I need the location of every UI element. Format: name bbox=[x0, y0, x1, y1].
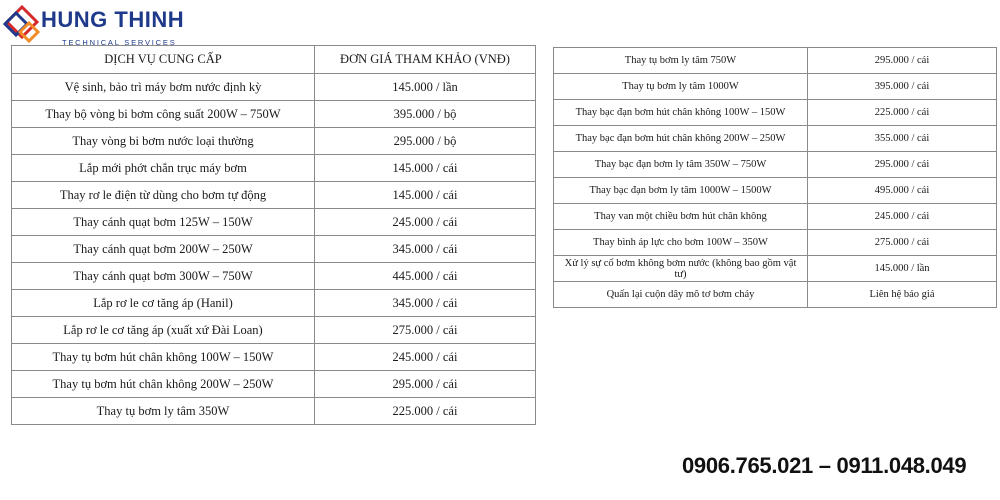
price-cell: 345.000 / cái bbox=[315, 290, 536, 317]
service-cell: Thay bạc đạn bơm ly tâm 350W – 750W bbox=[554, 152, 808, 178]
service-cell: Thay cánh quạt bơm 200W – 250W bbox=[12, 236, 315, 263]
price-cell: Liên hệ báo giá bbox=[808, 282, 997, 308]
price-cell: 395.000 / bộ bbox=[315, 101, 536, 128]
table-row bbox=[12, 128, 536, 155]
table-row bbox=[12, 209, 536, 236]
price-cell: 225.000 / cái bbox=[808, 100, 997, 126]
service-cell: Xử lý sự cố bơm không bơm nước (không bao gồm vật tư) bbox=[554, 256, 808, 282]
service-cell: Thay cánh quạt bơm 125W – 150W bbox=[12, 209, 315, 236]
price-cell: 275.000 / cái bbox=[315, 317, 536, 344]
table-row bbox=[12, 317, 536, 344]
service-cell: Quấn lại cuộn dây mô tơ bơm cháy bbox=[554, 282, 808, 308]
table-row bbox=[554, 48, 997, 74]
service-cell: Thay bạc đạn bơm hút chân không 100W – 150W bbox=[554, 100, 808, 126]
service-cell: Lắp rơ le cơ tăng áp (xuất xứ Đài Loan) bbox=[12, 317, 315, 344]
table-row bbox=[554, 282, 997, 308]
price-column-header: ĐƠN GIÁ THAM KHẢO (VNĐ) bbox=[315, 46, 536, 74]
table-row bbox=[12, 263, 536, 290]
service-cell: Thay bộ vòng bi bơm công suất 200W – 750W bbox=[12, 101, 315, 128]
price-cell: 145.000 / cái bbox=[315, 182, 536, 209]
service-column-header: DỊCH VỤ CUNG CẤP bbox=[12, 46, 315, 74]
price-cell: 145.000 / lần bbox=[315, 74, 536, 101]
service-cell: Thay van một chiều bơm hút chân không bbox=[554, 204, 808, 230]
table-row bbox=[12, 155, 536, 182]
price-cell: 395.000 / cái bbox=[808, 74, 997, 100]
price-cell: 245.000 / cái bbox=[808, 204, 997, 230]
table-row bbox=[12, 74, 536, 101]
table-header-row bbox=[12, 46, 536, 74]
service-cell: Thay tụ bơm ly tâm 750W bbox=[554, 48, 808, 74]
service-cell: Thay tụ bơm ly tâm 1000W bbox=[554, 74, 808, 100]
table-row bbox=[554, 204, 997, 230]
price-cell: 295.000 / cái bbox=[315, 371, 536, 398]
table-row bbox=[12, 398, 536, 425]
table-row bbox=[12, 290, 536, 317]
price-cell: 345.000 / cái bbox=[315, 236, 536, 263]
price-cell: 275.000 / cái bbox=[808, 230, 997, 256]
price-cell: 145.000 / cái bbox=[315, 155, 536, 182]
brand-name: HUNG THINH bbox=[41, 7, 185, 32]
price-cell: 445.000 / cái bbox=[315, 263, 536, 290]
table-row bbox=[554, 100, 997, 126]
price-cell: 245.000 / cái bbox=[315, 344, 536, 371]
price-cell: 225.000 / cái bbox=[315, 398, 536, 425]
price-cell: 495.000 / cái bbox=[808, 178, 997, 204]
price-cell: 355.000 / cái bbox=[808, 126, 997, 152]
service-cell: Thay tụ bơm hút chân không 100W – 150W bbox=[12, 344, 315, 371]
table-row bbox=[554, 178, 997, 204]
service-cell: Thay bình áp lực cho bơm 100W – 350W bbox=[554, 230, 808, 256]
price-cell: 295.000 / cái bbox=[808, 48, 997, 74]
table-row bbox=[12, 236, 536, 263]
hotline-phone-numbers: 0906.765.021 – 0911.048.049 bbox=[682, 453, 967, 478]
service-cell: Thay bạc đạn bơm hút chân không 200W – 250W bbox=[554, 126, 808, 152]
table-row bbox=[12, 182, 536, 209]
service-cell: Thay tụ bơm ly tâm 350W bbox=[12, 398, 315, 425]
service-cell: Thay tụ bơm hút chân không 200W – 250W bbox=[12, 371, 315, 398]
brand-tagline: TECHNICAL SERVICES bbox=[62, 38, 177, 47]
price-table-left bbox=[11, 45, 536, 425]
table-row bbox=[554, 152, 997, 178]
service-cell: Thay bạc đạn bơm ly tâm 1000W – 1500W bbox=[554, 178, 808, 204]
table-row bbox=[554, 230, 997, 256]
price-cell: 295.000 / cái bbox=[808, 152, 997, 178]
logo-mark-icon bbox=[2, 4, 42, 44]
service-cell: Lắp rơ le cơ tăng áp (Hanil) bbox=[12, 290, 315, 317]
table-row bbox=[554, 126, 997, 152]
brand-logo bbox=[0, 2, 190, 48]
table-row bbox=[554, 256, 997, 282]
service-cell: Lắp mới phớt chắn trục máy bơm bbox=[12, 155, 315, 182]
table-row bbox=[12, 371, 536, 398]
service-cell: Vệ sinh, bảo trì máy bơm nước định kỳ bbox=[12, 74, 315, 101]
service-cell: Thay rơ le điện từ dùng cho bơm tự động bbox=[12, 182, 315, 209]
price-cell: 295.000 / bộ bbox=[315, 128, 536, 155]
price-cell: 145.000 / lần bbox=[808, 256, 997, 282]
price-table-right bbox=[553, 47, 997, 308]
table-row bbox=[12, 344, 536, 371]
service-cell: Thay vòng bi bơm nước loại thường bbox=[12, 128, 315, 155]
table-row bbox=[12, 101, 536, 128]
price-cell: 245.000 / cái bbox=[315, 209, 536, 236]
service-cell: Thay cánh quạt bơm 300W – 750W bbox=[12, 263, 315, 290]
table-row bbox=[554, 74, 997, 100]
